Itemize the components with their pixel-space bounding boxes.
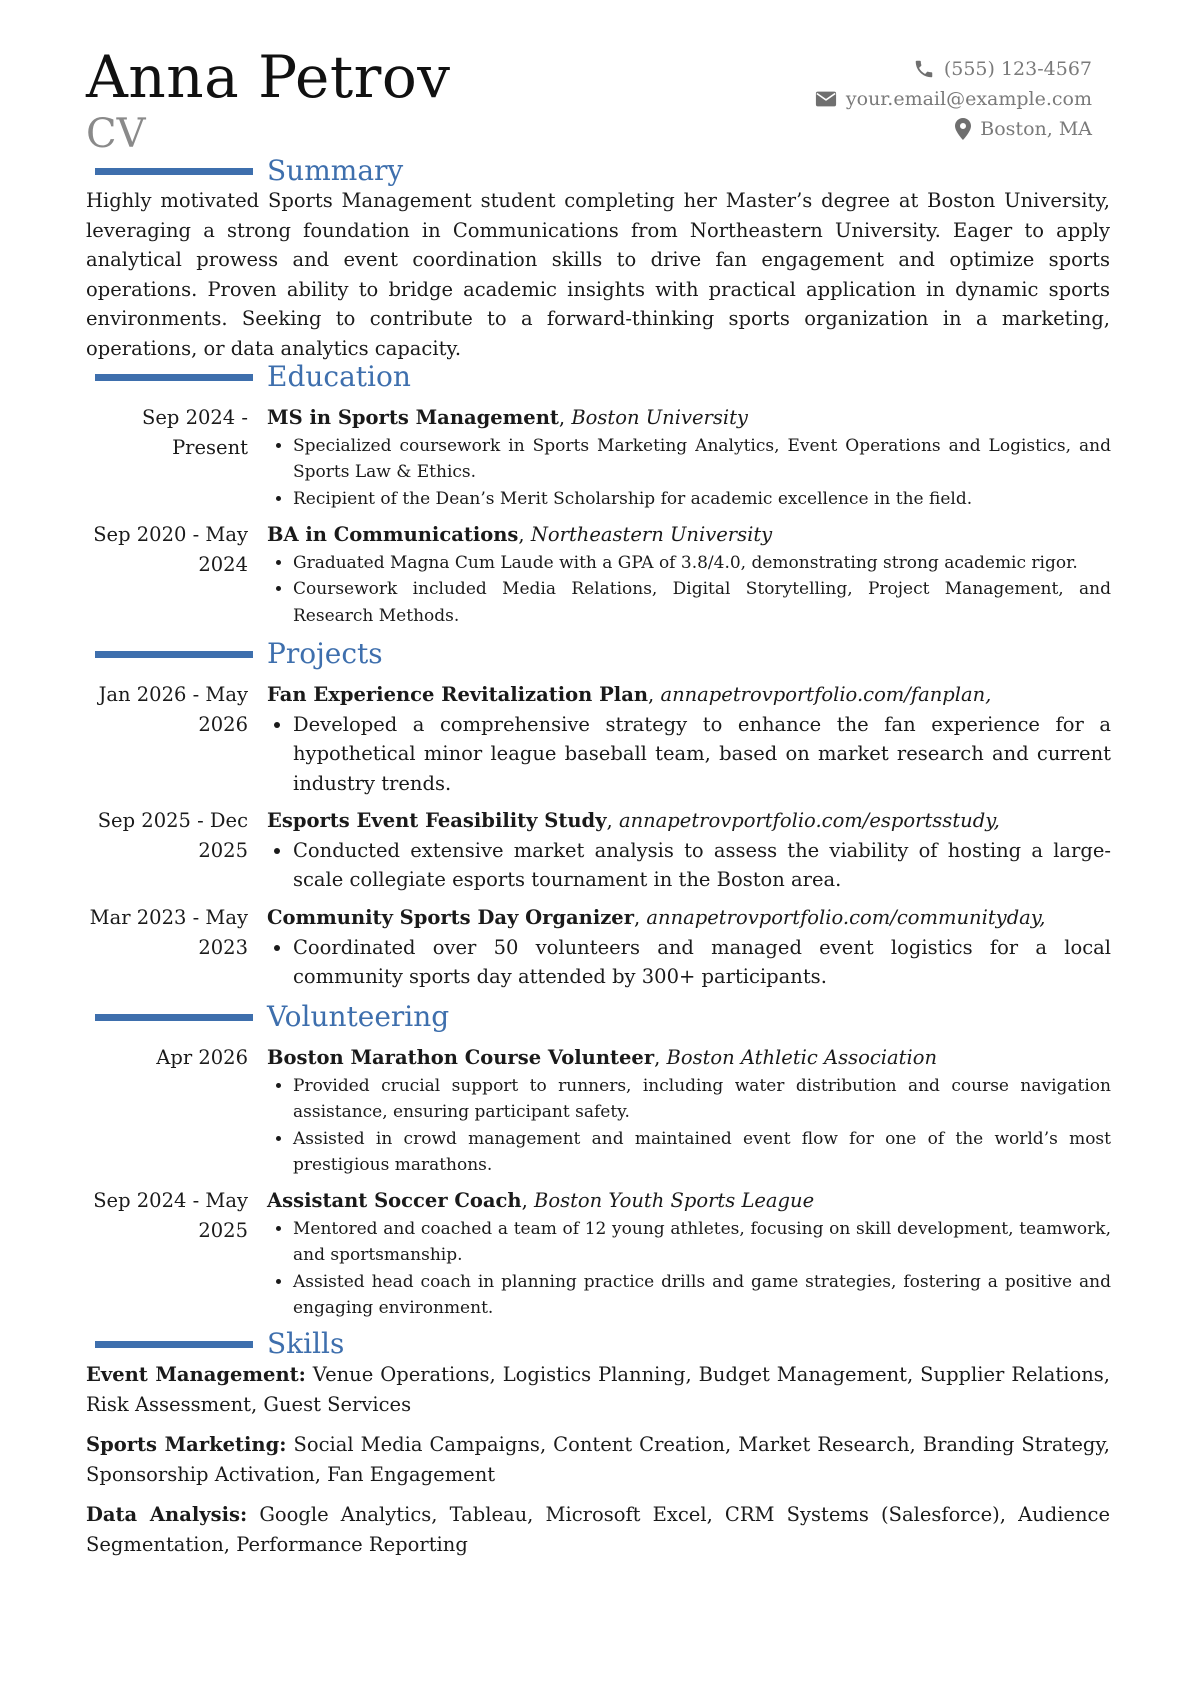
summary-text: Highly motivated Sports Management student completing her Master’s degree at Boston University, leveraging a strong foundation in Communications from Northeastern University. Eager to apply analytical prowess and event coordination skills to drive fan engagement and optimize sports operations. Proven ability to bridge academic insights with practical application in dynamic sports environments. Seeking to contribute to a forward-thinking sports organization in a marketing, operations, or data analytics capacity.	[86, 189, 1110, 360]
section-accent-bar	[95, 1014, 253, 1021]
map-pin-icon	[955, 118, 971, 140]
bullet-item: • Mentored and coached a team of 12 young athletes, focusing on skill development, teamwork, and sportsmanship.	[293, 1216, 1111, 1269]
entry-organization: Boston Athletic Association	[666, 1046, 938, 1069]
entry-date: Sep 2020 - May 2024	[93, 523, 248, 576]
entry-heading: Assistant Soccer Coach, Boston Youth Sports League	[267, 1189, 815, 1212]
skill-label: Sports Marketing:	[86, 1433, 287, 1457]
bullet-item: • Recipient of the Dean’s Merit Scholarship for academic excellence in the field.	[293, 486, 1111, 513]
section-title: Skills	[267, 1327, 345, 1360]
skill-group	[86, 1430, 1110, 1489]
entry-date: Sep 2024 - May 2025	[93, 1189, 248, 1242]
entry-date: Apr 2026	[156, 1046, 248, 1069]
bullet-item: • Graduated Magna Cum Laude with a GPA of 3.8/4.0, demonstrating strong academic rigor.	[293, 550, 1111, 577]
section-accent-bar	[95, 168, 253, 175]
email-address[interactable]: your.email@example.com	[845, 88, 1092, 110]
section-accent-bar	[95, 1341, 253, 1348]
phone-icon	[913, 58, 935, 80]
skill-label: Data Analysis:	[86, 1503, 248, 1527]
contact-phone	[815, 54, 1092, 84]
bullet-item: • Developed a comprehensive strategy to enhance the fan experience for a hypothetical minor league baseball team, based on market research and current industry trends.	[293, 710, 1111, 799]
entry-organization: Northeastern University	[530, 523, 773, 546]
bullet-item: • Coursework included Media Relations, Digital Storytelling, Project Management, and Research Methods.	[293, 576, 1111, 629]
section-title: Projects	[267, 637, 383, 670]
contact-block	[815, 54, 1092, 144]
project-link[interactable]: annapetrovportfolio.com/communityday,	[646, 906, 1046, 929]
entry-body	[267, 403, 1111, 512]
entry-heading: Esports Event Feasibility Study, annapetrovportfolio.com/esportsstudy,	[267, 809, 1000, 832]
entry-heading: Community Sports Day Organizer, annapetrovportfolio.com/communityday,	[267, 906, 1046, 929]
contact-location	[815, 114, 1092, 144]
entry-title: Community Sports Day Organizer	[267, 906, 634, 929]
bullet-item: • Assisted head coach in planning practice drills and game strategies, fostering a positive and engaging environment.	[293, 1269, 1111, 1322]
entry-heading: BA in Communications, Northeastern University	[267, 523, 773, 546]
entry-date: Jan 2026 - May 2026	[98, 683, 248, 736]
skills-list	[86, 1360, 1110, 1571]
entry-date: Sep 2024 - Present	[142, 406, 248, 459]
section-heading-projects	[95, 636, 383, 672]
skill-text: Google Analytics, Tableau, Microsoft Excel, CRM Systems (Salesforce), Audience Segmentation, Performance Reporting	[86, 1503, 1110, 1556]
section-accent-bar	[95, 374, 253, 381]
entry-bullets	[267, 710, 1111, 799]
bullet-item: • Assisted in crowd management and maintained event flow for one of the world’s most prestigious marathons.	[293, 1126, 1111, 1179]
entry-title: Assistant Soccer Coach	[267, 1189, 522, 1212]
entry-title: BA in Communications	[267, 523, 519, 546]
envelope-icon	[815, 90, 837, 108]
entry-body	[267, 806, 1111, 895]
bullet-item: • Coordinated over 50 volunteers and managed event logistics for a local community sports day attended by 300+ participants.	[293, 933, 1111, 992]
entry-date: Sep 2025 - Dec 2025	[97, 809, 248, 862]
entry-heading: Fan Experience Revitalization Plan, annapetrovportfolio.com/fanplan,	[267, 683, 992, 706]
entry-bullets	[267, 1216, 1111, 1322]
contact-email	[815, 84, 1092, 114]
bullet-item: • Specialized coursework in Sports Marketing Analytics, Event Operations and Logistics, and Sports Law & Ethics.	[293, 433, 1111, 486]
entry-body	[267, 1043, 1111, 1179]
entry-title: Esports Event Feasibility Study	[267, 809, 607, 832]
bullet-item: • Conducted extensive market analysis to assess the viability of hosting a large-scale collegiate esports tournament in the Boston area.	[293, 836, 1111, 895]
section-title: Education	[267, 360, 411, 393]
document-subtitle: CV	[86, 111, 146, 157]
entry-bullets	[267, 550, 1111, 630]
section-title: Summary	[267, 154, 404, 187]
section-heading-summary	[95, 153, 403, 189]
entry-heading: MS in Sports Management, Boston University	[267, 406, 748, 429]
entry-heading: Boston Marathon Course Volunteer, Boston Athletic Association	[267, 1046, 938, 1069]
entry-body	[267, 520, 1111, 629]
section-accent-bar	[95, 651, 253, 658]
entry-organization: Boston University	[571, 406, 748, 429]
skill-text: Venue Operations, Logistics Planning, Budget Management, Supplier Relations, Risk Assessment, Guest Services	[86, 1363, 1110, 1416]
candidate-name: Anna Petrov	[86, 43, 451, 111]
phone-number[interactable]: (555) 123-4567	[943, 58, 1092, 80]
entry-bullets	[267, 836, 1111, 895]
project-link[interactable]: annapetrovportfolio.com/esportsstudy,	[618, 809, 1000, 832]
section-heading-education	[95, 359, 411, 395]
skill-label: Event Management:	[86, 1363, 306, 1386]
section-heading-volunteering	[95, 999, 449, 1035]
entry-body	[267, 680, 1111, 798]
entry-bullets	[267, 933, 1111, 992]
section-title: Volunteering	[267, 1000, 450, 1033]
bullet-item: • Provided crucial support to runners, including water distribution and course navigation assistance, ensuring participant safety.	[293, 1073, 1111, 1126]
location-text: Boston, MA	[980, 118, 1092, 140]
project-link[interactable]: annapetrovportfolio.com/fanplan,	[660, 683, 992, 706]
entry-organization: Boston Youth Sports League	[534, 1189, 815, 1212]
skill-group	[86, 1360, 1110, 1419]
entry-bullets	[267, 1073, 1111, 1179]
entry-body	[267, 1186, 1111, 1322]
entry-title: Fan Experience Revitalization Plan	[267, 683, 649, 706]
entry-title: Boston Marathon Course Volunteer	[267, 1046, 655, 1069]
entry-bullets	[267, 433, 1111, 513]
entry-body	[267, 903, 1111, 992]
skill-group	[86, 1500, 1110, 1559]
skill-text: Social Media Campaigns, Content Creation, Market Research, Branding Strategy, Sponsorship Activation, Fan Engagement	[86, 1433, 1111, 1486]
section-heading-skills	[95, 1326, 344, 1362]
entry-title: MS in Sports Management	[267, 406, 559, 429]
entry-date: Mar 2023 - May 2023	[89, 906, 248, 959]
